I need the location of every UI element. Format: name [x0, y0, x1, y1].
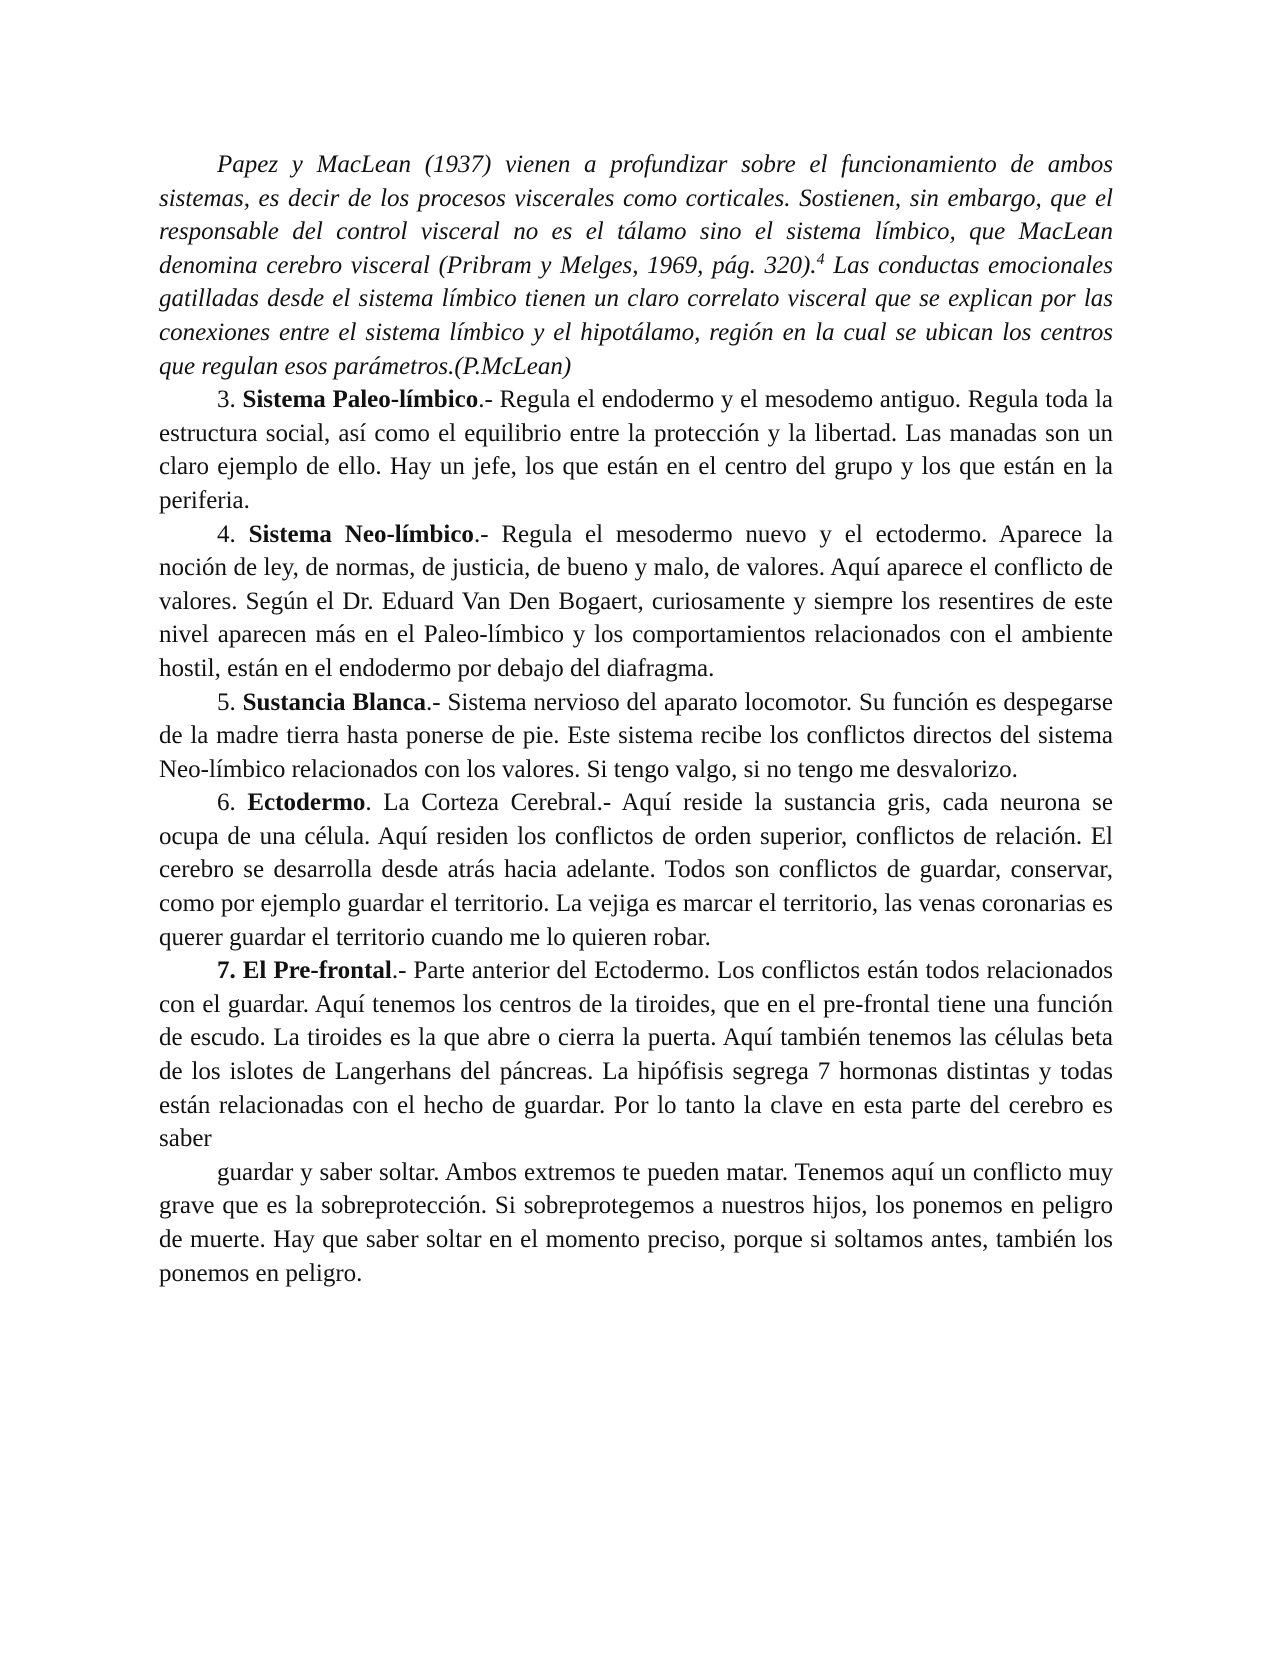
item-text: .- Parte anterior del Ectodermo. Los conflictos están todos relacionados con el guardar. Aquí tenemos los centros de la tiroides, que en el pre-frontal tiene una función de escudo. La tiroides es la que abre o cierra la puerta. Aquí también tenemos las células beta de los islotes de Langerhans del páncreas. La hipófisis segrega 7 hormonas distintas y todas están relacionadas con el hecho de guardar. Por lo tanto la clave en esta parte del cerebro es saber [159, 957, 1113, 1153]
intro-text-b: Las conductas emocionales gatilladas desde el sistema límbico tienen un claro correlato visceral que se explican por las conexiones entre el sistema límbico y el hipotálamo, región en la cual se ubican los centros que regulan esos parámetros.(P.McLean) [159, 251, 1113, 380]
item-title: Sistema Neo-límbico [248, 520, 474, 548]
item-title: Ectodermo [247, 789, 366, 817]
item-text: .- Sistema nervioso del aparato locomotor. Su función es despegarse de la madre tierra hasta ponerse de pie. Este sistema recibe los conflictos directos del sistema Neo-límbico relacionados con los valores. Si tengo valgo, si no tengo me desvalorizo. [159, 688, 1113, 783]
item-paragraph-3 [159, 383, 1113, 517]
item-text: .- Regula el mesodermo nuevo y el ectodermo. Aparece la noción de ley, de normas, de justicia, de bueno y malo, de valores. Aquí aparece el conflicto de valores. Según el Dr. Eduard Van Den Bogaert, curiosamente y siempre los resentires de este nivel aparecen más en el Paleo-límbico y los comportamientos relacionados con el ambiente hostil, están en el endodermo por debajo del diafragma. [159, 520, 1114, 682]
item-title: 7. El Pre-frontal [217, 957, 392, 985]
item-text: . La Corteza Cerebral.- Aquí reside la sustancia gris, cada neurona se ocupa de una célula. Aquí residen los conflictos de orden superior, conflictos de relación. El cerebro se desarrolla desde atrás hacia adelante. Todos son conflictos de guardar, conservar, como por ejemplo guardar el territorio. La vejiga es marcar el territorio, las venas coronarias es querer guardar el territorio cuando me lo quieren robar. [159, 789, 1113, 951]
item-number: 4. [217, 520, 249, 548]
item-paragraph-7 [159, 954, 1113, 1156]
item-title: Sustancia Blanca [242, 688, 426, 716]
intro-paragraph [159, 148, 1113, 383]
closing-paragraph [159, 1156, 1113, 1290]
item-paragraph-6 [159, 786, 1113, 954]
item-number: 3. [217, 386, 243, 414]
item-paragraph-5 [159, 686, 1113, 787]
item-number: 5. [217, 688, 243, 716]
closing-text: guardar y saber soltar. Ambos extremos te pueden matar. Tenemos aquí un conflicto muy grave que es la sobreprotección. Si sobreprotegemos a nuestros hijos, los ponemos en peligro de muerte. Hay que saber soltar en el momento preciso, porque si soltamos antes, también los ponemos en peligro. [159, 1158, 1113, 1287]
item-text: .- Regula el endodermo y el mesodemo antiguo. Regula toda la estructura social, así como el equilibrio entre la protección y la libertad. Las manadas son un claro ejemplo de ello. Hay un jefe, los que están en el centro del grupo y los que están en la periferia. [159, 386, 1113, 514]
item-paragraph-4 [159, 518, 1113, 686]
item-number: 6. [217, 789, 248, 817]
item-title: Sistema Paleo-límbico [242, 386, 479, 414]
footnote-reference: 4 [816, 250, 825, 268]
intro-text-a: Papez y MacLean (1937) vienen a profundizar sobre el funcionamiento de ambos sistemas, es decir de los procesos viscerales como corticales. Sostienen, sin embargo, que el responsable del control visceral no es el tálamo sino el sistema límbico, que MacLean denomina cerebro visceral (Pribram y Melges, 1969, pág. 320). [159, 151, 1113, 279]
document-page [159, 148, 1113, 1290]
